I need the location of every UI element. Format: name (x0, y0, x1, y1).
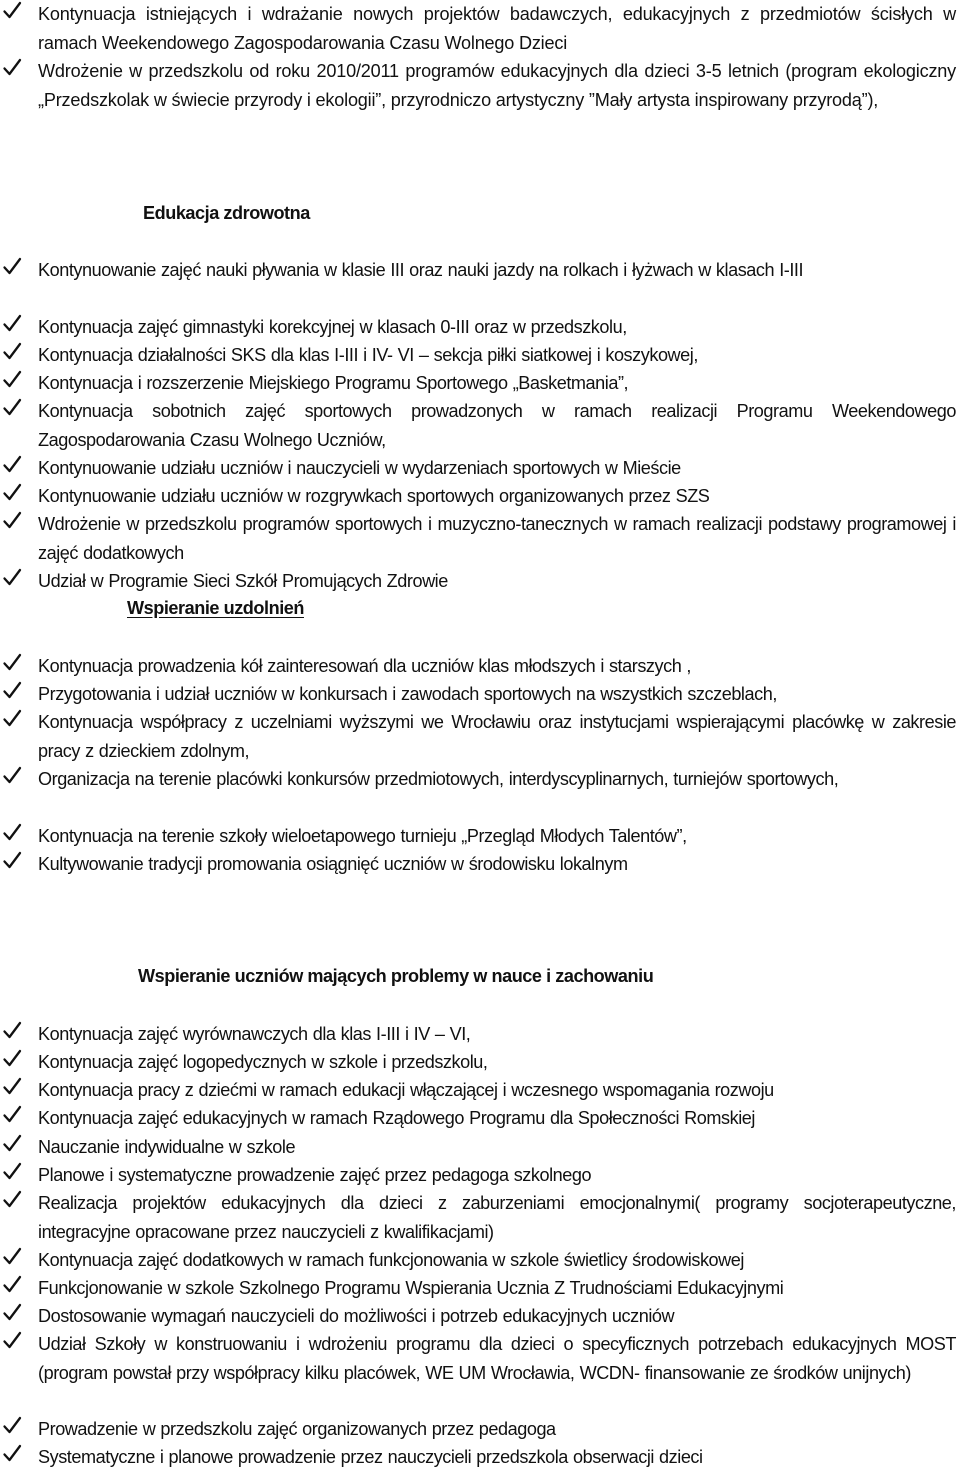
list-item-text: Wdrożenie w przedszkolu programów sportowych i muzyczno-tanecznych w ramach realizacji podstawy programowej i zajęć dodatkowych (38, 514, 956, 563)
checkmark-icon (2, 1330, 22, 1350)
checkmark-icon (2, 313, 22, 333)
checkmark-icon (2, 256, 22, 276)
checkmark-icon (2, 765, 22, 785)
checkmark-icon (2, 369, 22, 389)
list-item (0, 850, 960, 879)
checkmark-icon (2, 1189, 22, 1209)
list-item (0, 1302, 960, 1331)
checkmark-icon (2, 0, 22, 20)
list-item-text: Kultywowanie tradycji promowania osiągnięć uczniów w środowisku lokalnym (38, 854, 628, 874)
list-item-text: Przygotowania i udział uczniów w konkursach i zawodach sportowych na wszystkich szczeblach, (38, 684, 777, 704)
checkmark-icon (2, 482, 22, 502)
list-item-text: Prowadzenie w przedszkolu zajęć organizowanych przez pedagoga (38, 1419, 556, 1439)
checkmark-icon (2, 652, 22, 672)
list-item (0, 680, 960, 709)
checkmark-icon (2, 1246, 22, 1266)
list-item (0, 57, 960, 114)
checkmark-icon (2, 1274, 22, 1294)
list-item-text: Systematyczne i planowe prowadzenie przez nauczycieli przedszkola obserwacji dzieci (38, 1447, 703, 1467)
checkmark-icon (2, 341, 22, 361)
list-item (0, 708, 960, 765)
section-heading-gifted: Wspieranie uzdolnień (127, 598, 304, 618)
list-item (0, 256, 960, 285)
list-item (0, 369, 960, 398)
list-item-text: Funkcjonowanie w szkole Szkolnego Programu Wspierania Ucznia Z Trudnościami Edukacyjnymi (38, 1278, 784, 1298)
list-item-text: Kontynuowanie udziału uczniów w rozgrywkach sportowych organizowanych przez SZS (38, 486, 710, 506)
list-item (0, 454, 960, 483)
list-item (0, 1246, 960, 1275)
list-item-text: Kontynuacja działalności SKS dla klas I-III i IV- VI – sekcja piłki siatkowej i koszykowej, (38, 345, 698, 365)
checkmark-icon (2, 1133, 22, 1153)
checkmark-icon (2, 708, 22, 728)
checkmark-icon (2, 1302, 22, 1322)
checkmark-icon (2, 454, 22, 474)
checkmark-icon (2, 1020, 22, 1040)
list-item-text: Kontynuacja zajęć wyrównawczych dla klas I-III i IV – VI, (38, 1024, 471, 1044)
list-item (0, 1020, 960, 1049)
list-item-text: Kontynuacja prowadzenia kół zainteresowań dla uczniów klas młodszych i starszych , (38, 656, 691, 676)
list-item-text: Kontynuacja na terenie szkoły wieloetapowego turnieju „Przegląd Młodych Talentów”, (38, 826, 687, 846)
checkmark-icon (2, 397, 22, 417)
checkmark-icon (2, 850, 22, 870)
list-item-text: Udział Szkoły w konstruowaniu i wdrożeniu programu dla dzieci o specyficznych potrzebach edukacyjnych MOST (program powstał przy współpracy kilku placówek, WE UM Wrocławia, WCDN- finansowanie ze środków unijnych) (38, 1334, 956, 1383)
list-item (0, 1274, 960, 1303)
list-item (0, 1133, 960, 1162)
list-item-text: Kontynuowanie zajęć nauki pływania w klasie III oraz nauki jazdy na rolkach i łyżwach w klasach I-III (38, 260, 804, 280)
checkmark-icon (2, 57, 22, 77)
list-item (0, 341, 960, 370)
checkmark-icon (2, 1415, 22, 1435)
list-item-text: Wdrożenie w przedszkolu od roku 2010/2011 programów edukacyjnych dla dzieci 3-5 letnich (program ekologiczny „Przedszkolak w świecie przyrody i ekologii”, przyrodniczo artystyczny ”Mały artysta inspirowany przyrodą”), (38, 61, 956, 110)
list-item (0, 397, 960, 454)
list-item-text: Kontynuacja pracy z dziećmi w ramach edukacji włączającej i wczesnego wspomagania rozwoju (38, 1080, 774, 1100)
list-item (0, 1443, 960, 1472)
checkmark-icon (2, 1048, 22, 1068)
list-item-text: Dostosowanie wymagań nauczycieli do możliwości i potrzeb edukacyjnych uczniów (38, 1306, 675, 1326)
list-item-text: Kontynuowanie udziału uczniów i nauczycieli w wydarzeniach sportowych w Mieście (38, 458, 681, 478)
list-item-text: Kontynuacja współpracy z uczelniami wyższymi we Wrocławiu oraz instytucjami wspierającymi placówkę w zakresie pracy z dzieckiem zdolnym, (38, 712, 956, 761)
list-item (0, 1161, 960, 1190)
list-item (0, 1189, 960, 1246)
checkmark-icon (2, 1161, 22, 1181)
list-item (0, 567, 960, 596)
list-item (0, 1048, 960, 1077)
list-item-text: Organizacja na terenie placówki konkursów przedmiotowych, interdyscyplinarnych, turniejów sportowych, (38, 769, 839, 789)
checkmark-icon (2, 567, 22, 587)
list-item-text: Realizacja projektów edukacyjnych dla dzieci z zaburzeniami emocjonalnymi( programy socjoterapeutyczne, integracyjne opracowane przez nauczycieli z kwalifikacjami) (38, 1193, 956, 1242)
list-item (0, 822, 960, 851)
section-heading-learning-problems: Wspieranie uczniów mających problemy w nauce i zachowaniu (138, 966, 654, 986)
list-item (0, 1415, 960, 1444)
list-item-text: Planowe i systematyczne prowadzenie zajęć przez pedagoga szkolnego (38, 1165, 592, 1185)
list-item (0, 1330, 960, 1387)
list-item (0, 313, 960, 342)
list-item-text: Kontynuacja zajęć gimnastyki korekcyjnej w klasach 0-III oraz w przedszkolu, (38, 317, 627, 337)
list-item-text: Kontynuacja zajęć edukacyjnych w ramach Rządowego Programu dla Społeczności Romskiej (38, 1108, 755, 1128)
checkmark-icon (2, 1076, 22, 1096)
list-item (0, 1104, 960, 1133)
checkmark-icon (2, 1443, 22, 1463)
checkmark-icon (2, 822, 22, 842)
list-item-text: Kontynuacja istniejących i wdrażanie nowych projektów badawczych, edukacyjnych z przedmiotów ścisłych w ramach Weekendowego Zagospodarowania Czasu Wolnego Dzieci (38, 4, 956, 53)
list-item-text: Kontynuacja sobotnich zajęć sportowych prowadzonych w ramach realizacji Programu Weekendowego Zagospodarowania Czasu Wolnego Uczniów, (38, 401, 956, 450)
list-item (0, 510, 960, 567)
checkmark-icon (2, 680, 22, 700)
list-item-text: Kontynuacja zajęć dodatkowych w ramach funkcjonowania w szkole świetlicy środowiskowej (38, 1250, 744, 1270)
section-heading-health: Edukacja zdrowotna (143, 203, 310, 223)
checkmark-icon (2, 1104, 22, 1124)
list-item-text: Nauczanie indywidualne w szkole (38, 1137, 296, 1157)
list-item (0, 652, 960, 681)
list-item-text: Kontynuacja zajęć logopedycznych w szkole i przedszkolu, (38, 1052, 488, 1072)
list-item-text: Kontynuacja i rozszerzenie Miejskiego Programu Sportowego „Basketmania”, (38, 373, 629, 393)
list-item (0, 1076, 960, 1105)
list-item (0, 482, 960, 511)
list-item-text: Udział w Programie Sieci Szkół Promujących Zdrowie (38, 571, 448, 591)
checkmark-icon (2, 510, 22, 530)
list-item (0, 0, 960, 57)
list-item (0, 765, 960, 794)
